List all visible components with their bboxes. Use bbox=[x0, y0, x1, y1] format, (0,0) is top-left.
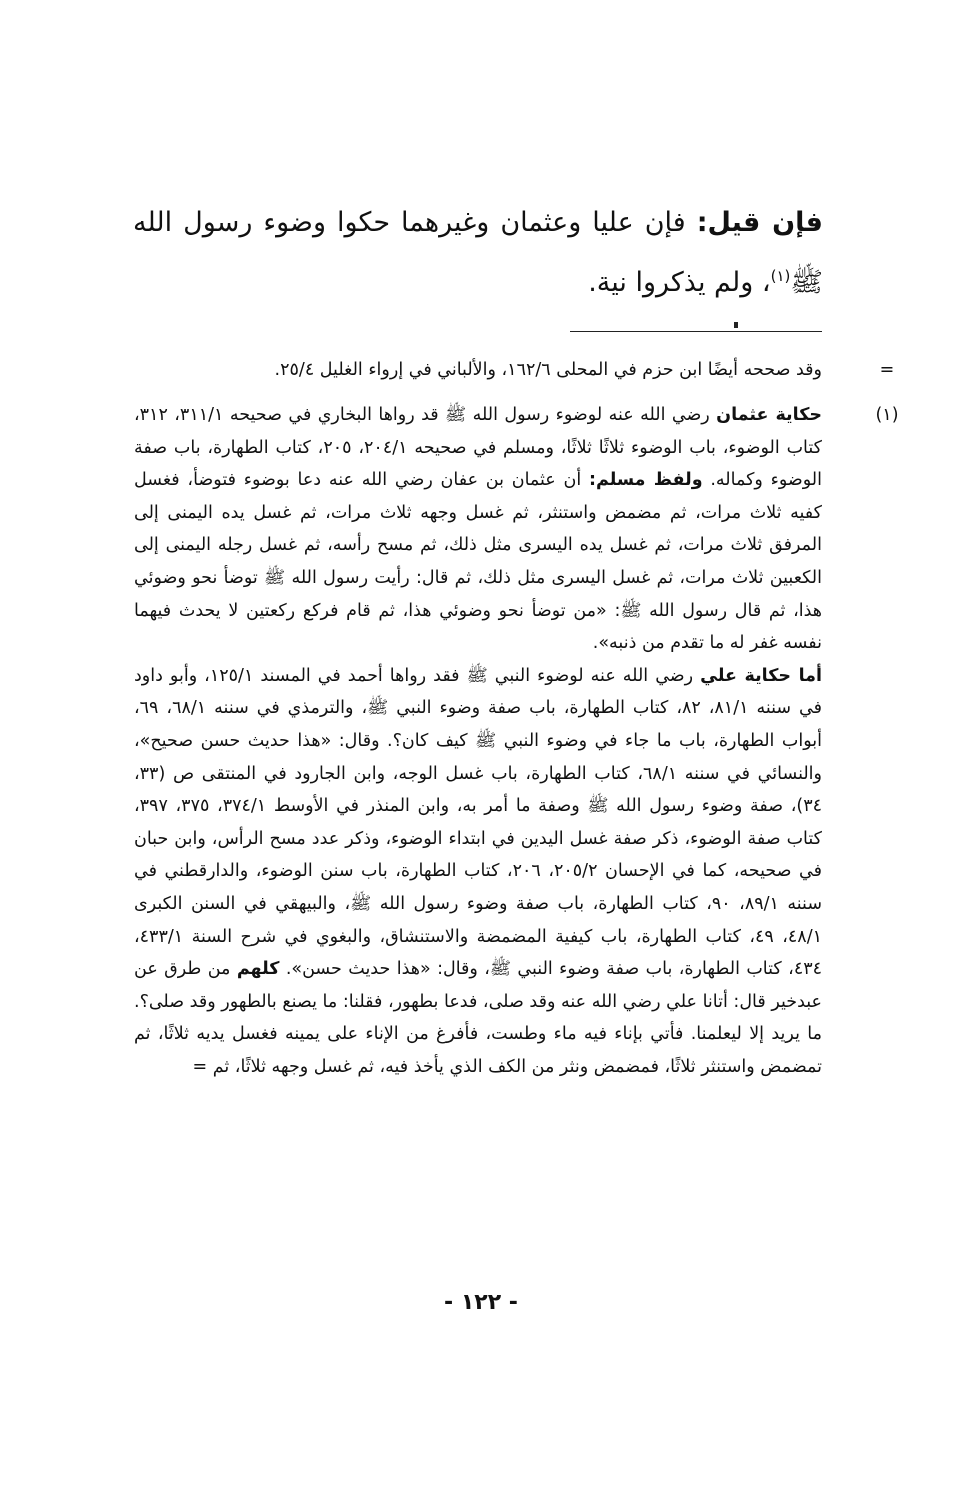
page-number: - ١٢٢ - bbox=[444, 1290, 518, 1315]
footnote-1-text-b: أن عثمان بن عفان رضي الله عنه دعا بوضوء فتوضأ، فغسل كفيه ثلاث مرات، ثم مضمض واستنثر، ثم غسل وجهه ثلاث مرات، ثم غسل يده اليمنى إلى المرفق ثلاث مرات، ثم غسل يده اليسرى مثل ذلك، ثم مسح رأسه، ثم غسل رجله اليمنى إلى الكعبين ثلاث مرات، ثم غسل اليسرى مثل ذلك، ثم قال: رأيت رسول الله ﷺ توضأ نحو وضوئي هذا، ثم قال رسول الله ﷺ: «من توضأ نحو وضوئي هذا، ثم قام فركع ركعتين لا يحدث فيهما نفسه غفر له ما تقدم من ذنبه». bbox=[134, 470, 822, 654]
main-paragraph bbox=[133, 193, 823, 313]
footnote-continuation-text: وقد صححه أيضًا ابن حزم في المحلى ١٦٢/٦، والألباني في إرواء الغليل ٢٥/٤. bbox=[274, 360, 822, 380]
main-text-part-1: فإن عليا وعثمان وغيرهما حكوا وضوء رسول الله ﷺ bbox=[133, 207, 823, 298]
footnote-separator-line bbox=[570, 331, 822, 332]
footnote-2-lead: أما حكاية علي bbox=[700, 665, 822, 686]
continuation-marker: = bbox=[879, 360, 895, 380]
footnote-1 bbox=[134, 399, 822, 1083]
footnote-1-paragraph-uthman bbox=[134, 399, 822, 660]
footnote-1-lead-2: ولفظ مسلم: bbox=[589, 470, 703, 491]
footnote-reference[interactable]: (١) bbox=[770, 267, 791, 285]
footnote-separator-dot bbox=[734, 322, 738, 328]
footnote-1-text-a: رضي الله عنه لوضوء رسول الله ﷺ قد رواها البخاري في صحيحه ٣١١/١، ٣١٢، كتاب الوضوء، باب الوضوء ثلاثًا ثلاثًا، ومسلم في صحيحه ٢٠٤/١، ٢٠٥، كتاب الطهارة، باب صفة الوضوء وكماله. bbox=[134, 405, 822, 491]
footnote-1-paragraph-ali bbox=[134, 660, 822, 1084]
footnote-2-lead-2: كلهم bbox=[236, 959, 280, 980]
footnote-1-lead: حكاية عثمان bbox=[716, 405, 822, 425]
main-text-part-2: ، ولم يذكروا نية. bbox=[588, 267, 771, 298]
main-lead-phrase: فإن قيل: bbox=[696, 207, 823, 238]
footnote-continuation bbox=[134, 354, 822, 387]
footnote-2-text-a: رضي الله عنه لوضوء النبي ﷺ فقد رواها أحمد في المسند ١٢٥/١، وأبو داود في سننه ٨١/١، ٨٢، كتاب الطهارة، باب صفة وضوء النبي ﷺ، والترمذي في سننه ٦٨/١، ٦٩، أبواب الطهارة، باب ما جاء في وضوء النبي ﷺ كيف كان؟. وقال: «هذا حديث حسن صحيح»، والنسائي في سننه ٦٨/١، كتاب الطهارة، باب غسل الوجه، وابن الجارود في المنتقى ص (٣٣، ٣٤)، صفة وضوء رسول الله ﷺ وصفة ما أمر به، وابن المنذر في الأوسط ٣٧٤/١، ٣٧٥، ٣٩٧، كتاب صفة الوضوء، ذكر صفة غسل اليدين في ابتداء الوضوء، وذكر عدد مسح الرأس، وابن حبان في صحيحه، كما في الإحسان ٢٠٥/٢، ٢٠٦، كتاب الطهارة، باب سنن الوضوء، والدارقطني في سننه ٨٩/١، ٩٠، كتاب الطهارة، باب صفة وضوء رسول الله ﷺ، والبيهقي في السنن الكبرى ٤٨/١، ٤٩، كتاب الطهارة، باب كيفية المضمضة والاستنشاق، والبغوي في شرح السنة ٤٣٣/١، ٤٣٤، كتاب الطهارة، باب صفة وضوء النبي ﷺ، وقال: «هذا حديث حسن». bbox=[134, 665, 823, 980]
footnote-2-text-b: من طرق عن عبدخير قال: أتانا علي رضي الله عنه وقد صلى، فدعا بطهور، فقلنا: ما يصنع بالطهور وقد صلى؟. ما يريد إلا ليعلمنا. فأتي بإناء فيه ماء وطست، فأفرغ من الإناء على يمينه فغسل يديه ثلاثًا، ثم تمضمض واستنثر ثلاثًا، فمضمض ونثر من الكف الذي يأخذ فيه، ثم غسل وجهه ثلاثًا، ثم = bbox=[134, 959, 822, 1077]
footnote-1-marker: (١) bbox=[875, 405, 899, 425]
